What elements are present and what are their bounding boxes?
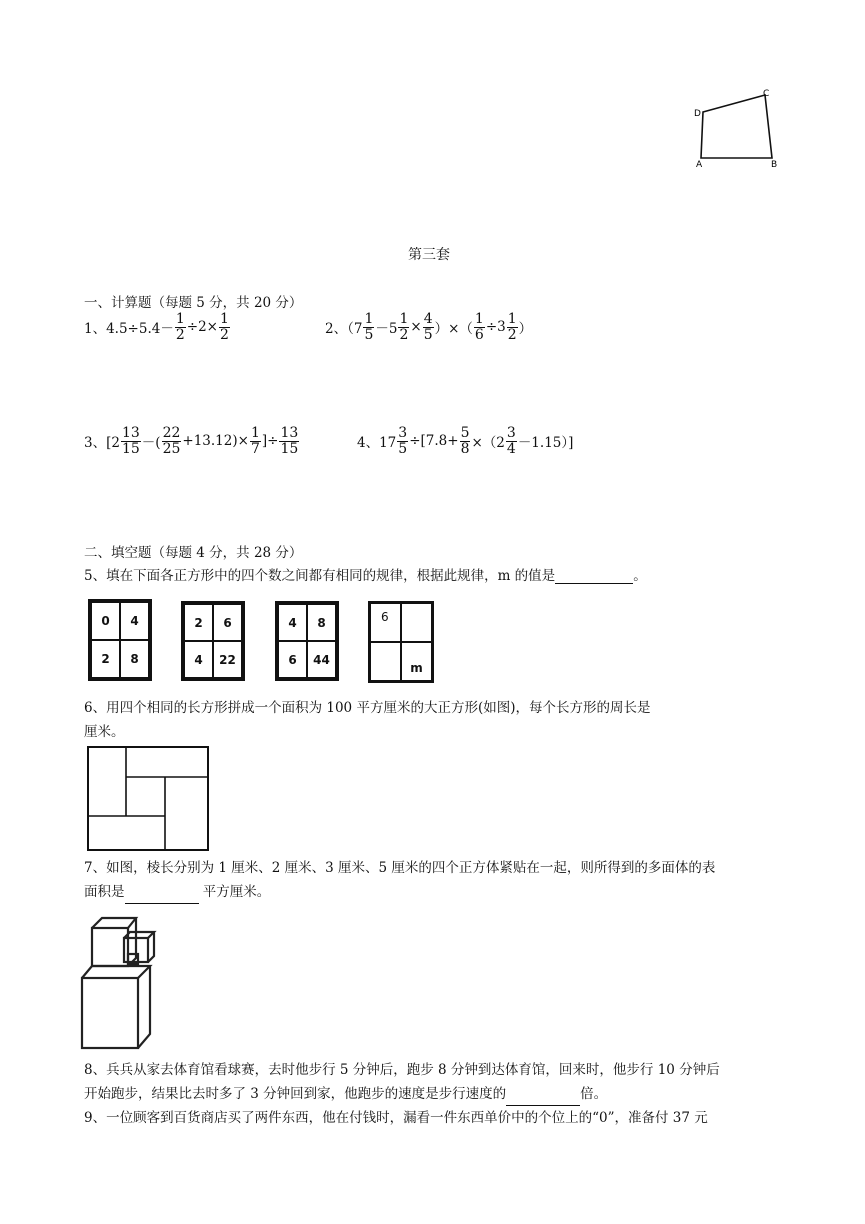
q1-mid: ÷2× <box>186 319 218 336</box>
q4-text-1: ÷[7.8+ <box>409 433 459 450</box>
q3-fraction-1: $\frac{13}{15}$ <box>121 425 140 457</box>
q1-prefix: 1、4.5÷5.4－ <box>84 321 174 338</box>
square-cell: 4 <box>184 641 213 678</box>
q4-fraction-2: $\frac{5}{8}$ <box>460 425 470 457</box>
q2-text-1: －5 <box>375 321 398 338</box>
square-cell: 6 <box>278 641 307 678</box>
question-7 <box>84 856 784 904</box>
quadrilateral-figure <box>690 85 785 175</box>
square-cell: 0 <box>91 602 120 640</box>
q5-end: 。 <box>633 568 647 584</box>
square-cell: 2 <box>184 604 213 641</box>
q2-fraction-5: $\frac{1}{2}$ <box>507 311 517 343</box>
q2-text-5: ） <box>518 321 533 338</box>
q8-text-2a: 开始跑步，结果比去时多了 3 分钟回到家，他跑步的速度是步行速度的 <box>84 1086 507 1102</box>
q2-prefix: 2、（7 <box>325 321 363 338</box>
q4-prefix: 4、17 <box>357 435 397 452</box>
q2-text-3: ）×（ <box>434 321 473 338</box>
question-4 <box>357 426 573 456</box>
q4-fraction-1: $\frac{3}{5}$ <box>398 425 408 457</box>
vertex-label-d: D <box>694 109 701 119</box>
q6-text: 6、用四个相同的长方形拼成一个面积为 100 平方厘米的大正方形(如图)，每个长方形的周长是 <box>84 700 651 716</box>
q7-answer-blank[interactable] <box>125 889 199 904</box>
question-1 <box>84 312 231 342</box>
q6-text-line2: 厘米。 <box>84 724 125 740</box>
q2-fraction-4: $\frac{1}{6}$ <box>474 311 484 343</box>
q7-text-2a: 面积是 <box>84 884 125 900</box>
q2-text-4: ÷3 <box>485 319 506 336</box>
q8-text: 8、兵兵从家去体育馆看球赛，去时他步行 5 分钟后，跑步 8 分钟到达体育馆，回来时，他步行 10 分钟后 <box>84 1062 720 1078</box>
quadrilateral-shape <box>701 95 772 158</box>
q5-answer-blank[interactable] <box>555 569 633 584</box>
q2-fraction-2: $\frac{1}{2}$ <box>399 311 409 343</box>
q2-fraction-3: $\frac{4}{5}$ <box>423 311 433 343</box>
question-2 <box>325 312 532 342</box>
q7-line2 <box>84 880 784 904</box>
stacked-cubes-figure <box>78 908 162 1054</box>
q3-prefix: 3、[2 <box>84 435 120 452</box>
q8-answer-blank[interactable] <box>506 1091 580 1106</box>
square-cell: 44 <box>307 641 336 678</box>
q7-text-2b: 平方厘米。 <box>198 884 271 900</box>
question-3 <box>84 426 300 456</box>
number-square-4 <box>368 601 434 683</box>
rectangles-square-figure <box>85 745 211 853</box>
q2-text-2: × <box>410 319 422 336</box>
q1-fraction-1: $\frac{1}{2}$ <box>175 311 185 343</box>
square-cell <box>401 603 432 642</box>
section2-heading: 二、填空题（每题 4 分，共 28 分） <box>84 545 303 561</box>
q3-text-3: ]÷ <box>261 433 279 450</box>
square-cell: 22 <box>213 641 242 678</box>
square-cell: m <box>401 642 432 681</box>
question-5 <box>84 564 647 584</box>
q1-fraction-2: $\frac{1}{2}$ <box>219 311 229 343</box>
question-9 <box>84 1106 784 1130</box>
q5-text: 5、填在下面各正方形中的四个数之间都有相同的规律，根据此规律，m 的值是 <box>84 568 556 584</box>
q8-line2 <box>84 1082 784 1106</box>
q4-text-2: ×（2 <box>471 435 505 452</box>
set-title: 第三套 <box>408 247 450 263</box>
square-cell: 4 <box>278 604 307 641</box>
number-square-2 <box>181 601 245 681</box>
q9-text: 9、一位顾客到百货商店买了两件东西，他在付钱时，漏看一件东西单价中的个位上的“0”，准备付 37 元 <box>84 1110 708 1126</box>
q3-text-2: +13.12)× <box>182 433 249 450</box>
vertex-label-a: A <box>696 160 703 170</box>
question-6 <box>84 696 784 744</box>
q2-fraction-1: $\frac{1}{5}$ <box>364 311 374 343</box>
vertex-label-b: B <box>771 160 778 170</box>
q3-fraction-4: $\frac{13}{15}$ <box>280 425 299 457</box>
q7-text: 7、如图，棱长分别为 1 厘米、2 厘米、3 厘米、5 厘米的四个正方体紧贴在一起，则所得到的多面体的表 <box>84 860 716 876</box>
q3-fraction-2: $\frac{22}{25}$ <box>162 425 181 457</box>
square-cell: 8 <box>120 640 149 678</box>
q4-fraction-3: $\frac{3}{4}$ <box>506 425 516 457</box>
section1-heading: 一、计算题（每题 5 分，共 20 分） <box>84 295 303 311</box>
vertex-label-c: C <box>763 89 770 99</box>
square-cell <box>370 642 401 681</box>
question-8 <box>84 1058 784 1106</box>
square-cell: 6 <box>370 603 401 642</box>
square-cell: 4 <box>120 602 149 640</box>
q8-text-2b: 倍。 <box>580 1086 608 1102</box>
square-cell: 2 <box>91 640 120 678</box>
number-square-1 <box>88 599 152 681</box>
square-cell: 8 <box>307 604 336 641</box>
q3-fraction-3: $\frac{1}{7}$ <box>250 425 260 457</box>
q4-text-3: －1.15）] <box>517 435 574 452</box>
q3-text-1: －( <box>141 435 161 452</box>
square-cell: 6 <box>213 604 242 641</box>
number-square-3 <box>275 601 339 681</box>
